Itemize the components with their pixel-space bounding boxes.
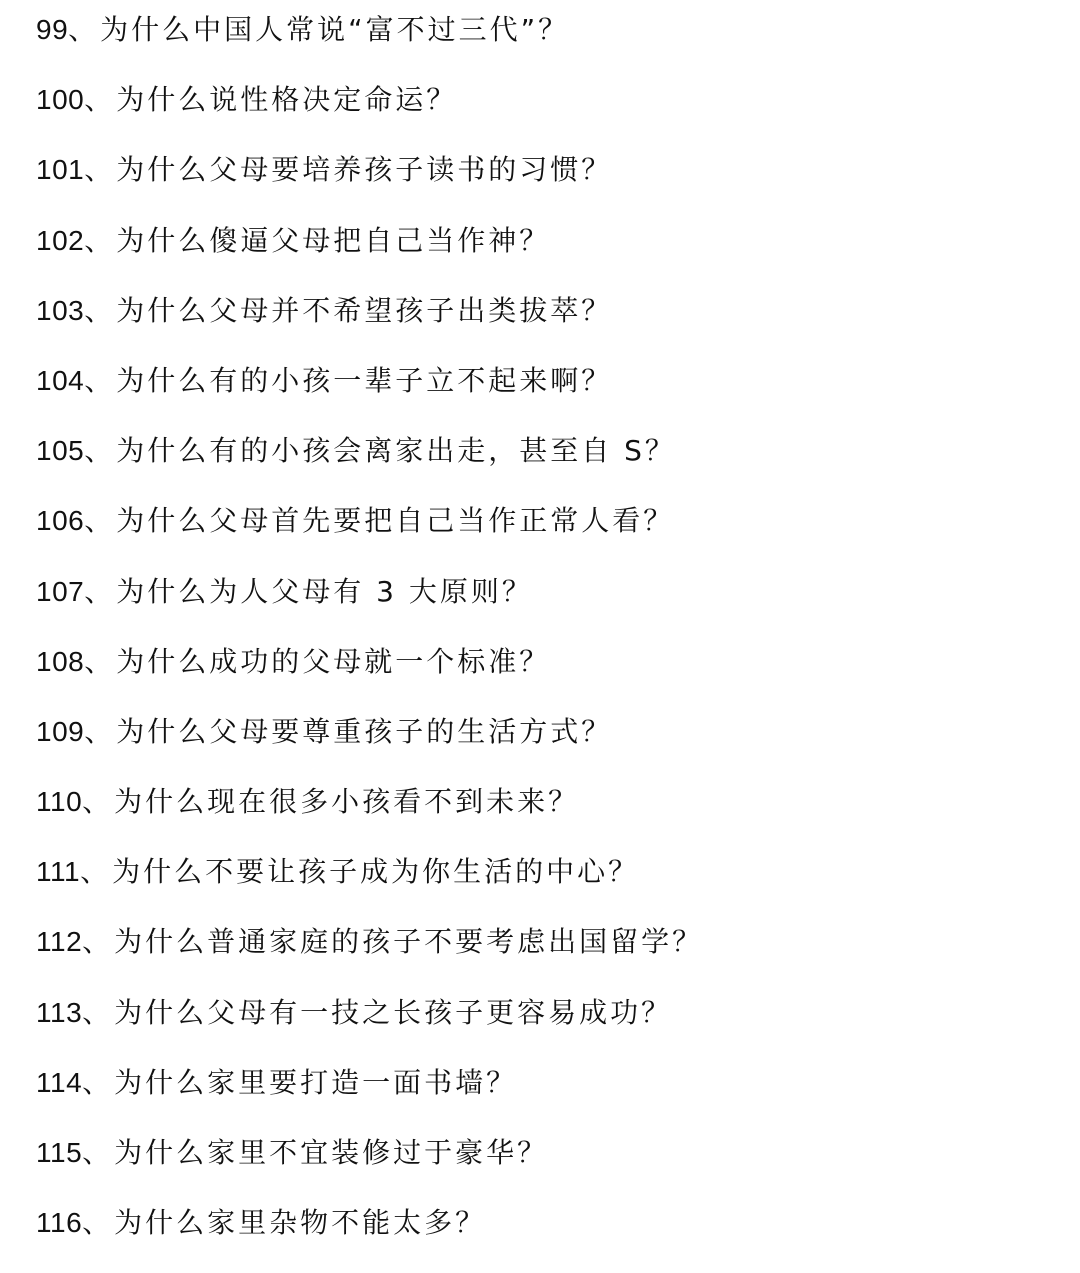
question-number: 104 (36, 364, 85, 396)
question-text: 为什么为人父母有 3 大原则？ (116, 574, 533, 608)
question-number: 112 (36, 926, 83, 958)
question-item (36, 842, 703, 912)
question-separator: 、 (82, 1065, 115, 1099)
question-separator: 、 (84, 714, 117, 748)
question-separator: 、 (84, 293, 117, 327)
question-list (36, 0, 703, 1263)
question-number: 107 (36, 575, 85, 607)
question-separator: 、 (68, 13, 101, 46)
question-separator: 、 (84, 434, 117, 468)
question-item (36, 772, 703, 842)
question-number: 116 (36, 1207, 83, 1239)
question-separator: 、 (84, 574, 117, 608)
question-text: 为什么中国人常说“富不过三代”？ (100, 13, 570, 46)
question-number: 106 (36, 505, 85, 537)
question-item (36, 70, 703, 140)
question-separator: 、 (80, 855, 113, 889)
question-separator: 、 (82, 785, 115, 819)
question-separator: 、 (82, 925, 115, 959)
question-item (36, 211, 703, 281)
question-separator: 、 (84, 223, 117, 257)
question-number: 115 (36, 1137, 83, 1168)
question-separator: 、 (82, 995, 115, 1029)
question-number: 111 (36, 856, 81, 888)
question-item (36, 632, 703, 702)
question-separator: 、 (82, 1136, 115, 1169)
question-text: 为什么有的小孩一辈子立不起来啊？ (116, 363, 613, 397)
question-text: 为什么不要让孩子成为你生活的中心？ (112, 855, 640, 889)
question-item (36, 140, 703, 210)
question-number: 101 (36, 154, 85, 186)
question-number: 113 (36, 996, 83, 1028)
question-text: 为什么有的小孩会离家出走，甚至自 S？ (116, 434, 676, 468)
question-item (36, 421, 703, 491)
question-separator: 、 (82, 1206, 115, 1240)
question-separator: 、 (84, 363, 117, 397)
question-text: 为什么父母要培养孩子读书的习惯？ (116, 153, 613, 187)
question-separator: 、 (84, 504, 117, 538)
question-item (36, 281, 703, 351)
question-item (36, 702, 703, 772)
question-text: 为什么普通家庭的孩子不要考虑出国留学？ (114, 925, 704, 959)
question-item (36, 491, 703, 561)
question-number: 102 (36, 224, 85, 256)
question-item (36, 983, 703, 1053)
question-text: 为什么现在很多小孩看不到未来？ (114, 785, 580, 819)
question-separator: 、 (84, 153, 117, 187)
question-number: 100 (36, 84, 85, 116)
question-separator: 、 (84, 644, 117, 678)
question-item (36, 1123, 703, 1193)
question-number: 114 (36, 1066, 83, 1098)
question-item (36, 0, 703, 70)
question-text: 为什么傻逼父母把自己当作神？ (116, 223, 551, 257)
question-number: 110 (36, 786, 83, 818)
question-number: 105 (36, 435, 85, 467)
question-text: 为什么家里要打造一面书墙？ (114, 1065, 518, 1099)
question-text: 为什么成功的父母就一个标准？ (116, 644, 551, 678)
question-item (36, 562, 703, 632)
question-text: 为什么家里杂物不能太多？ (114, 1206, 487, 1240)
question-text: 为什么父母要尊重孩子的生活方式？ (116, 714, 613, 748)
question-text: 为什么父母首先要把自己当作正常人看？ (116, 504, 675, 538)
question-number: 103 (36, 294, 85, 326)
question-text: 为什么说性格决定命运？ (116, 83, 458, 117)
question-text: 为什么家里不宜装修过于豪华？ (114, 1136, 549, 1169)
question-separator: 、 (84, 83, 117, 117)
question-text: 为什么父母有一技之长孩子更容易成功？ (114, 995, 673, 1029)
question-item (36, 912, 703, 982)
question-number: 109 (36, 715, 85, 747)
question-text: 为什么父母并不希望孩子出类拔萃？ (116, 293, 613, 327)
question-item (36, 1193, 703, 1263)
question-item (36, 1053, 703, 1123)
question-number: 108 (36, 645, 85, 677)
question-number: 99 (36, 14, 69, 45)
question-item (36, 351, 703, 421)
